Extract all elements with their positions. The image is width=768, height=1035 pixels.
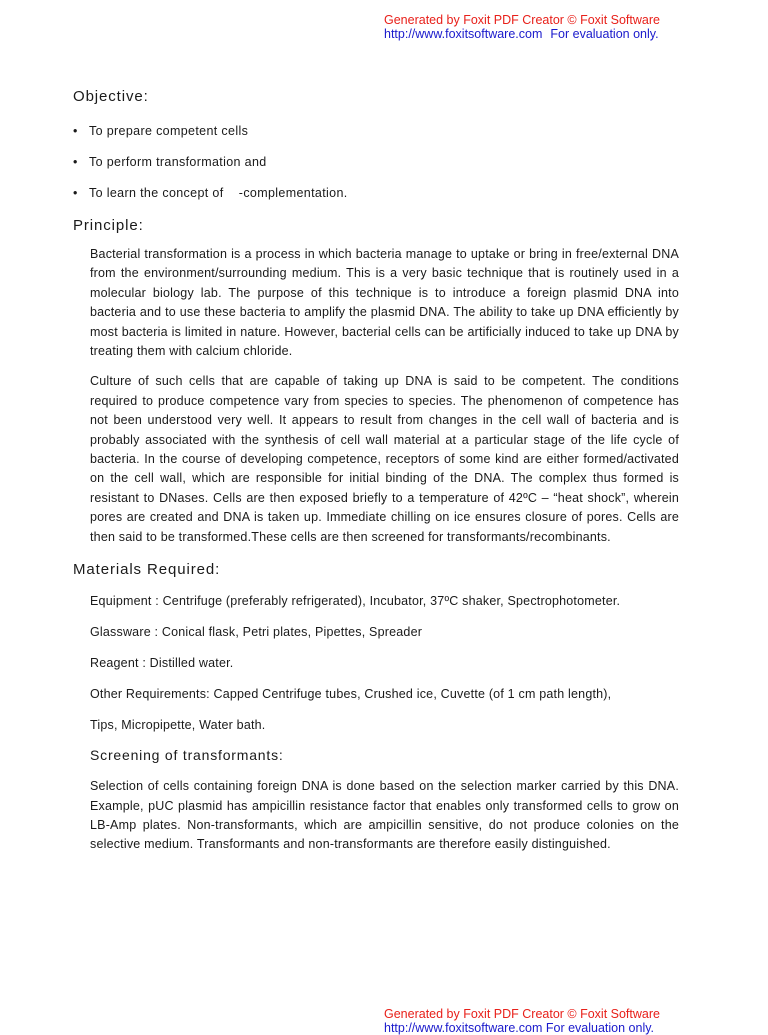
screening-paragraph: Selection of cells containing foreign DNA is done based on the selection marker carried by this DNA. Example, pUC plasmid has ampicillin resistance factor that enables only transformed cells to grow on LB-Amp plates. Non-transformants, which are ampicillin sensitive, do not produce colonies on the selective medium. Transformants and non-transformants are therefore easily distinguished. xyxy=(90,779,679,852)
list-item: • To prepare competent cells xyxy=(73,124,679,138)
principle-paragraph-1: Bacterial transformation is a process in which bacteria manage to uptake or bring in free/external DNA from the environment/surrounding medium. This is a very basic technique that is routinely used in a molecular biology lab. The purpose of this technique is to introduce a foreign plasmid DNA into bacteria and to use these bacteria to amplify the plasmid DNA. The ability to take up DNA efficiently by most bacteria is limited in nature. However, bacterial cells can be artificially induced to take up DNA by treating them with calcium chloride. xyxy=(90,247,679,359)
foxit-watermark-bottom xyxy=(384,1007,684,1035)
tips-line: Tips, Micropipette, Water bath. xyxy=(90,718,266,733)
watermark-eval-text: For evaluation only. xyxy=(550,27,659,41)
objective-list xyxy=(73,124,679,200)
watermark-line: Generated by Foxit PDF Creator © Foxit Software xyxy=(384,1007,660,1021)
objective-heading: Objective: xyxy=(73,88,149,105)
screening-heading: Screening of transformants: xyxy=(90,747,284,764)
reagent-line: Reagent : Distilled water. xyxy=(90,656,234,671)
principle-paragraph-2: Culture of such cells that are capable of taking up DNA is said to be competent. The conditions required to produce competence vary from species to species. The phenomenon of competence has not been understood very well. It appears to result from changes in the cell wall of bacteria and is probably associated with the synthesis of cell wall material at a particular stage of the life cycle of bacteria. In the course of developing competence, receptors of some kind are either formed/activated on the cell wall, which are responsible for initial binding of the DNA. The complex thus formed is resistant to DNases. Cells are then exposed briefly to a temperature of 42ºC – “heat shock”, wherein pores are created and DNA is taken up. Immediate chilling on ice ensures closure of pores. Cells are then said to be transformed.These cells are then screened for transformants/recombinants. xyxy=(90,374,679,544)
glassware-line: Glassware : Conical flask, Petri plates, Pipettes, Spreader xyxy=(90,625,423,640)
watermark-line: Generated by Foxit PDF Creator © Foxit Software xyxy=(384,13,660,27)
other-requirements-line: Other Requirements: Capped Centrifuge tubes, Crushed ice, Cuvette (of 1 cm path length), xyxy=(90,687,612,702)
list-item: • To perform transformation and xyxy=(73,155,679,169)
watermark-url-line[interactable]: http://www.foxitsoftware.com For evaluation only. xyxy=(384,1021,655,1035)
watermark-url-link[interactable]: http://www.foxitsoftware.com xyxy=(384,27,543,41)
equipment-line: Equipment : Centrifuge (preferably refrigerated), Incubator, 37ºC shaker, Spectrophotometer. xyxy=(90,594,621,609)
materials-heading: Materials Required: xyxy=(73,561,221,579)
document-body xyxy=(73,88,679,855)
list-item: • To learn the concept of -complementation. xyxy=(73,186,679,200)
principle-heading: Principle: xyxy=(73,217,144,234)
foxit-watermark-top xyxy=(384,13,684,41)
